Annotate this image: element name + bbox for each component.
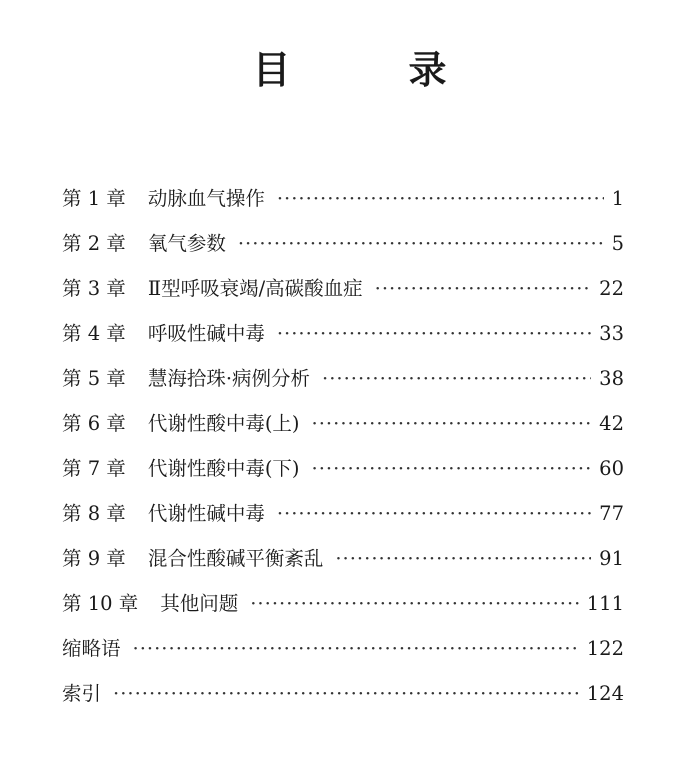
- leader-dots: [277, 491, 591, 536]
- chapter-title: 慧海拾珠·病例分析: [147, 367, 311, 390]
- page-number: 124: [586, 682, 624, 705]
- leader-dots: [277, 176, 604, 221]
- leader-dots: [250, 581, 579, 626]
- table-of-contents: [62, 176, 624, 716]
- chapter-number: 第 6 章: [62, 412, 126, 435]
- page-number: 122: [586, 637, 624, 660]
- toc-entry-chapter-9[interactable]: [62, 536, 624, 581]
- chapter-title: 代谢性酸中毒(上): [147, 412, 300, 435]
- chapter-number: 第 2 章: [62, 232, 126, 255]
- page-title: 目 录: [252, 47, 487, 92]
- chapter-number: 第 5 章: [62, 367, 126, 390]
- chapter-title: 代谢性碱中毒: [147, 502, 265, 525]
- chapter-title: 混合性酸碱平衡紊乱: [147, 547, 324, 570]
- page-number: 91: [599, 547, 624, 570]
- toc-entry-chapter-3[interactable]: [62, 266, 624, 311]
- toc-entry-chapter-5[interactable]: [62, 356, 624, 401]
- toc-entry-chapter-7[interactable]: [62, 446, 624, 491]
- leader-dots: [277, 311, 591, 356]
- toc-entry-chapter-2[interactable]: [62, 221, 624, 266]
- toc-entry-index[interactable]: [62, 671, 624, 716]
- leader-dots: [375, 266, 592, 311]
- page-number: 33: [599, 322, 624, 345]
- leader-dots: [238, 221, 604, 266]
- leader-dots: [113, 671, 579, 716]
- chapter-number: 第 8 章: [62, 502, 126, 525]
- page-number: 22: [599, 277, 624, 300]
- page-number: 1: [611, 187, 624, 210]
- section-title: 缩略语: [62, 637, 121, 660]
- page-number: 42: [599, 412, 624, 435]
- toc-entry-chapter-6[interactable]: [62, 401, 624, 446]
- leader-dots: [335, 536, 591, 581]
- chapter-number: 第 4 章: [62, 322, 126, 345]
- chapter-title: 其他问题: [160, 592, 239, 615]
- chapter-title: 氧气参数: [147, 232, 226, 255]
- chapter-title: Ⅱ型呼吸衰竭/高碳酸血症: [147, 277, 363, 300]
- chapter-number: 第 10 章: [62, 592, 139, 615]
- toc-entry-chapter-8[interactable]: [62, 491, 624, 536]
- chapter-number: 第 3 章: [62, 277, 126, 300]
- chapter-number: 第 9 章: [62, 547, 126, 570]
- page-number: 38: [599, 367, 624, 390]
- page-number: 60: [599, 457, 624, 480]
- page-number: 5: [611, 232, 624, 255]
- toc-entry-chapter-1[interactable]: [62, 176, 624, 221]
- leader-dots: [312, 446, 592, 491]
- leader-dots: [322, 356, 591, 401]
- leader-dots: [133, 626, 579, 671]
- section-title: 索引: [62, 682, 102, 705]
- page-number: 111: [586, 592, 624, 615]
- leader-dots: [312, 401, 592, 446]
- chapter-title: 呼吸性碱中毒: [147, 322, 265, 345]
- toc-entry-abbreviations[interactable]: [62, 626, 624, 671]
- chapter-number: 第 1 章: [62, 187, 126, 210]
- chapter-title: 动脉血气操作: [147, 187, 265, 210]
- page-number: 77: [599, 502, 624, 525]
- toc-entry-chapter-10[interactable]: [62, 581, 624, 626]
- chapter-number: 第 7 章: [62, 457, 126, 480]
- toc-entry-chapter-4[interactable]: [62, 311, 624, 356]
- chapter-title: 代谢性酸中毒(下): [147, 457, 300, 480]
